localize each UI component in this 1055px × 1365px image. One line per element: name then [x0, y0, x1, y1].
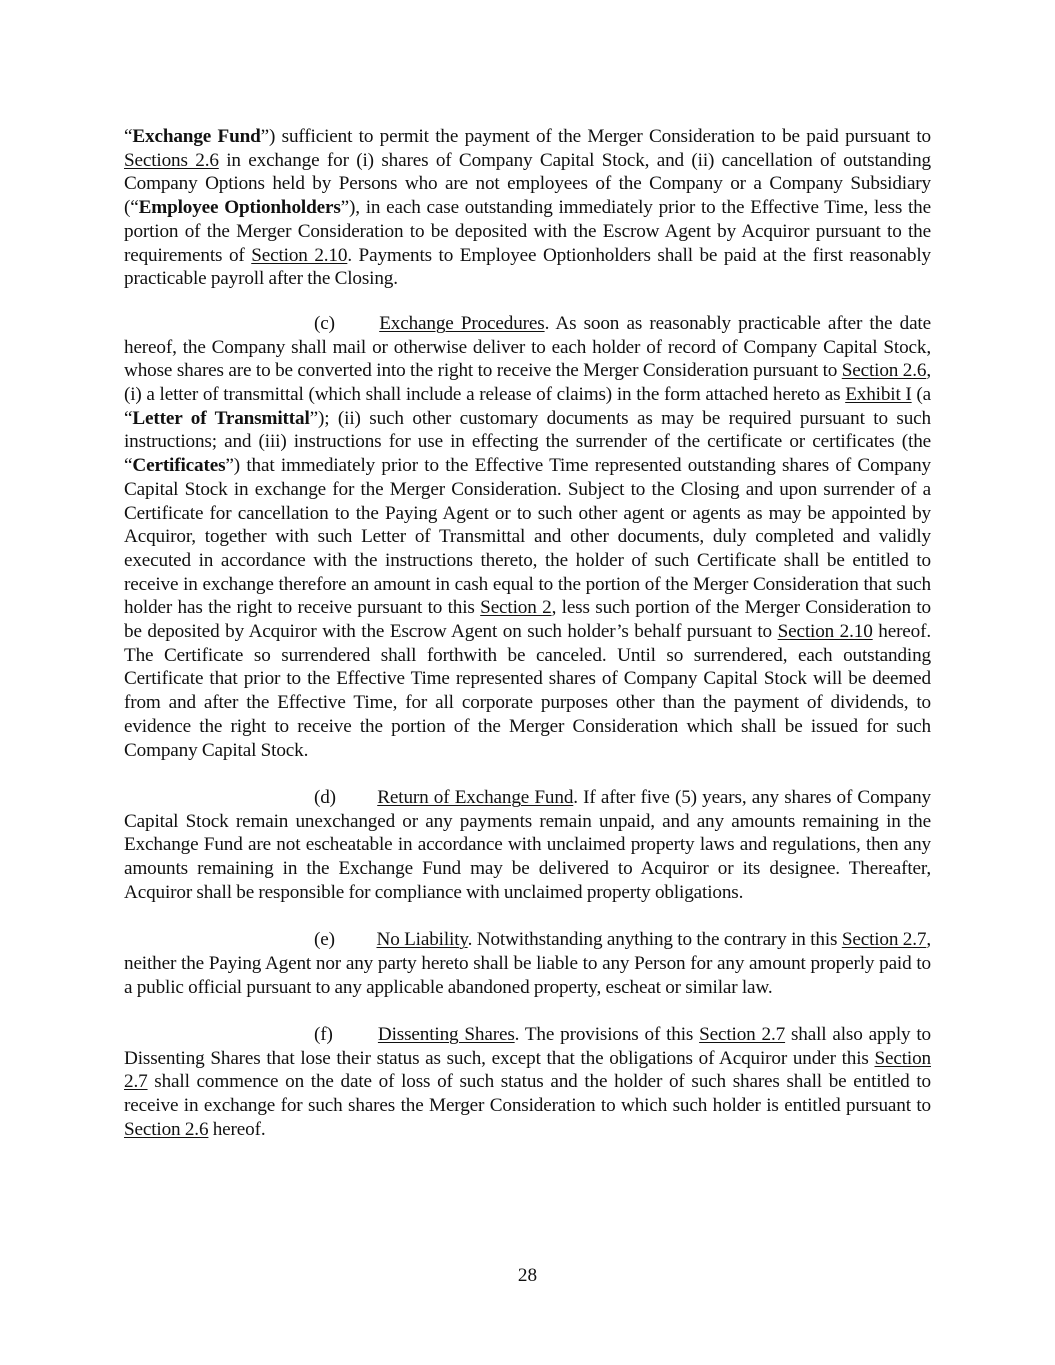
text-run: hereof. The Certificate so surrendered shall forthwith be canceled. Until so surrendered, each outstanding Certificate that prior to the Effective Time represented shares of Company Capital Stock will be deemed from and after the Effective Time, for all corporate purposes other than the payment of dividends, to evidence the right to receive the portion of the Merger Consideration which shall be issued for such Company Capital Stock.: [124, 621, 931, 761]
text-run: . Notwithstanding anything to the contrary in this: [467, 929, 842, 951]
text-run: , (i) a letter of transmittal (which shall include a release of claims) in the form attached hereto as: [124, 360, 931, 406]
text-run: . If after five (5) years, any shares of Company Capital Stock remain unexchanged or any payments remain unpaid, and any amounts remaining in the Exchange Fund are not escheatable in accordance with unclaimed property laws and regulations, then any amounts remaining in the Exchange Fund may be delivered to Acquiror or its designee. Thereafter, Acquiror shall be responsible for compliance with unclaimed property obligations.: [124, 786, 931, 903]
cross-reference: Section 2.7: [841, 929, 927, 951]
text-run: ”) sufficient to permit the payment of the Merger Consideration to be paid pursuant to: [260, 126, 931, 147]
defined-term: Letter of Transmittal: [132, 407, 310, 429]
clause-number: (d): [314, 786, 336, 808]
cross-reference: Section 2.10: [251, 244, 348, 266]
text-run: shall commence on the date of loss of such status and the holder of such shares shall be entitled to receive in exchange for such shares the Merger Consideration to which such holder is entitled pursuant to: [124, 1071, 931, 1117]
clause-number: (c): [314, 312, 335, 334]
cross-reference: No Liability: [376, 929, 468, 951]
cross-reference: Section 2.7: [699, 1023, 786, 1045]
cross-reference: Dissenting Shares: [377, 1023, 515, 1045]
cross-reference: Section 2.7: [124, 1047, 931, 1093]
defined-term: Exchange Fund: [132, 126, 261, 147]
page-number: 28: [517, 1265, 538, 1286]
cross-reference: Section 2.10: [777, 621, 873, 643]
text-run: in exchange for (i) shares of Company Capital Stock, and (ii) cancellation of outstanding Company Options held by Persons who are not employees of the Company or a Company Subsidiary (“: [124, 149, 931, 219]
paragraph-no-liability: [124, 928, 931, 999]
text-run: shall also apply to Dissenting Shares that lose their status as such, except that the obligations of Acquiror under this: [124, 1023, 931, 1069]
text-run: . The provisions of this: [514, 1023, 700, 1045]
text-run: ”); (ii) such other customary documents as may be required pursuant to such instructions; and (iii) instructions for use in effecting the surrender of the certificate or certificates (the “: [124, 407, 931, 477]
paragraph-exchange-procedures: [124, 312, 931, 762]
cross-reference: Exhibit I: [845, 384, 912, 406]
cross-reference: Section 2.6: [841, 360, 927, 382]
text-run: , less such portion of the Merger Consideration to be deposited by Acquiror with the Escrow Agent on such holder’s behalf pursuant to: [124, 597, 931, 643]
cross-reference: Return of Exchange Fund: [377, 786, 574, 808]
paragraph-return-of-exchange-fund: [124, 786, 931, 905]
cross-reference: Section 2.6: [124, 1118, 209, 1140]
cross-reference: Section 2: [480, 597, 552, 619]
text-run: (a “: [124, 384, 932, 429]
text-run: ”) that immediately prior to the Effective Time represented outstanding shares of Company Capital Stock in exchange for the Merger Consideration. Subject to the Closing and upon surrender of a Certificate for cancellation to the Paying Agent or to such other agent or agents as may be appointed by Acquiror, together with such Letter of Transmittal and other documents, duly completed and validly executed in accordance with the instructions thereto, the holder of such Certificate shall be entitled to receive in exchange therefore an amount in cash equal to the portion of the Merger Consideration that such holder has the right to receive pursuant to this: [124, 455, 931, 619]
cross-reference: Sections 2.6: [124, 149, 219, 171]
paragraph-dissenting-shares: [124, 1023, 931, 1142]
cross-reference: Exchange Procedures: [379, 312, 545, 334]
text-run: hereof.: [208, 1118, 266, 1140]
text-run: . As soon as reasonably practicable after the date hereof, the Company shall mail or otherwise deliver to each holder of record of Company Capital Stock, whose shares are to be converted into the right to receive the Merger Consideration pursuant to: [124, 312, 931, 382]
paragraph-exchange-fund: [124, 125, 931, 291]
text-run: ”), in each case outstanding immediately prior to the Effective Time, less the portion of the Merger Consideration to be deposited with the Escrow Agent by Acquiror pursuant to the requirements of: [124, 197, 931, 266]
defined-term: Certificates: [132, 455, 226, 477]
clause-number: (e): [314, 929, 335, 951]
text-run: “: [124, 126, 133, 147]
clause-number: (f): [314, 1023, 333, 1045]
document-page: [124, 125, 931, 1165]
text-run: . Payments to Employee Optionholders shall be paid at the first reasonably practicable payroll after the Closing.: [124, 244, 931, 290]
text-run: , neither the Paying Agent nor any party hereto shall be liable to any Person for any amount properly paid to a public official pursuant to any applicable abandoned property, escheat or similar law.: [124, 929, 931, 998]
defined-term: Employee Optionholders: [138, 197, 341, 219]
